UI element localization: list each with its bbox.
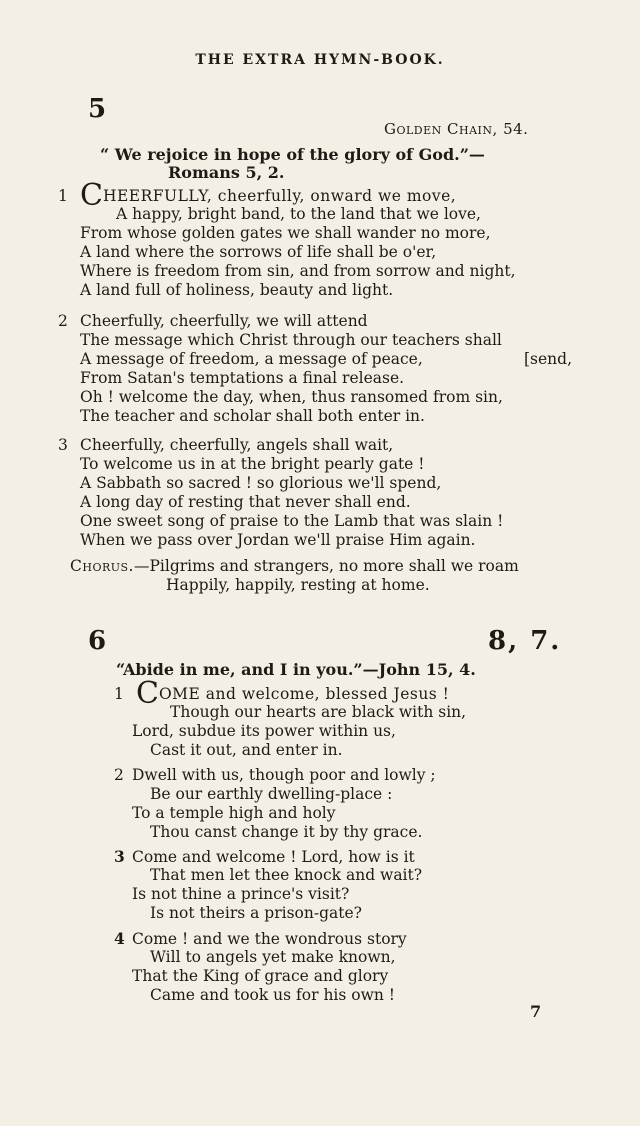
stanza-line: [114, 676, 466, 711]
stanza-number: 1: [114, 685, 124, 703]
stanza-line: Will to angels yet make known,: [150, 948, 396, 966]
stanza-line: Cast it out, and enter in.: [150, 741, 343, 759]
stanza-number: 3: [58, 436, 68, 454]
chorus-line-2: Happily, happily, resting at home.: [166, 576, 430, 594]
stanza-line: To welcome us in at the bright pearly gate !: [80, 455, 425, 473]
stanza-line: Oh ! welcome the day, when, thus ransomed from sin,: [80, 388, 503, 406]
stanza-line: That men let thee knock and wait?: [150, 866, 423, 884]
stanza-first-line: Come and welcome ! Lord, how is it: [132, 848, 415, 866]
hymn-5-chorus: [70, 556, 519, 594]
stanza-line: From whose golden gates we shall wander no more,: [80, 224, 491, 242]
hymn-6-scripture: “Abide in me, and I in you.”—John 15, 4.: [116, 660, 476, 679]
chorus-line: [70, 556, 519, 575]
stanza-line: A land where the sorrows of life shall be o'er,: [80, 243, 437, 261]
stanza-first-line: HEERFULLY, cheerfully, onward we move,: [102, 187, 457, 205]
stanza-first-line: Cheerfully, cheerfully, angels shall wait,: [80, 436, 394, 454]
stanza-carry-over: [send,: [524, 350, 573, 368]
stanza-line: Be our earthly dwelling-place :: [150, 785, 393, 803]
stanza-number: 1: [58, 187, 68, 205]
stanza-line: [114, 929, 407, 948]
hymn-5-scripture-line-1: “ We rejoice in hope of the glory of God.”—: [100, 145, 485, 164]
stanza-line: [58, 178, 516, 213]
hymn-6-meter: 8, 7.: [488, 626, 562, 656]
stanza-line: A happy, bright band, to the land that we love,: [116, 205, 481, 223]
stanza-first-line: Cheerfully, cheerfully, we will attend: [80, 312, 368, 330]
drop-cap: C: [136, 676, 159, 711]
stanza-line: The teacher and scholar shall both enter in.: [80, 407, 425, 425]
stanza-line: A Sabbath so sacred ! so glorious we'll spend,: [80, 474, 442, 492]
stanza-line: Though our hearts are black with sin,: [170, 703, 467, 721]
stanza-line: [58, 350, 573, 369]
stanza-line: A land full of holiness, beauty and light.: [80, 281, 394, 299]
hymn-6-number: 6: [88, 626, 107, 656]
page-number: 7: [530, 1002, 542, 1021]
stanza-number: 3: [114, 847, 125, 866]
drop-cap: C: [80, 178, 103, 213]
stanza-line: That the King of grace and glory: [132, 967, 389, 985]
stanza-line: One sweet song of praise to the Lamb that was slain !: [80, 512, 504, 530]
running-title: THE EXTRA HYMN-BOOK.: [195, 52, 445, 68]
hymn-5-stanza-1: [58, 178, 516, 300]
stanza-line: [114, 766, 436, 785]
stanza-line: To a temple high and holy: [132, 804, 336, 822]
stanza-line: [58, 436, 503, 455]
stanza-line: A long day of resting that never shall end.: [80, 493, 411, 511]
hymn-5-scripture-line-2: Romans 5, 2.: [168, 163, 285, 182]
stanza-number: 2: [58, 312, 68, 330]
stanza-line: Is not theirs a prison-gate?: [150, 904, 362, 922]
stanza-line: When we pass over Jordan we'll praise Him again.: [80, 531, 476, 549]
stanza-line: Came and took us for his own !: [150, 986, 396, 1004]
hymn-6-stanza-2: [114, 766, 436, 842]
stanza-number: 4: [114, 929, 125, 948]
stanza-first-line: Dwell with us, though poor and lowly ;: [132, 766, 436, 784]
stanza-line: From Satan's temptations a final release.: [80, 369, 405, 387]
hymn-6-stanza-4: [114, 929, 407, 1005]
stanza-line: [114, 847, 422, 866]
stanza-line: [58, 312, 503, 331]
stanza-first-line: OME and welcome, blessed Jesus !: [158, 685, 450, 703]
stanza-line: The message which Christ through our teachers shall: [80, 331, 502, 349]
stanza-line: Where is freedom from sin, and from sorrow and night,: [80, 262, 516, 280]
stanza-line: Is not thine a prince's visit?: [132, 885, 350, 903]
chorus-label: Chorus.: [70, 557, 134, 575]
hymn-6-stanza-3: [114, 847, 422, 923]
stanza-number: 2: [114, 766, 124, 784]
stanza-line-text: A message of freedom, a message of peace,: [80, 350, 423, 368]
stanza-first-line: Come ! and we the wondrous story: [132, 930, 407, 948]
chorus-line-1: —Pilgrims and strangers, no more shall we roam: [134, 557, 519, 575]
stanza-line: Thou canst change it by thy grace.: [150, 823, 423, 841]
hymn-5-stanza-2: [58, 312, 573, 426]
hymn-5-number: 5: [88, 94, 107, 124]
stanza-line: Lord, subdue its power within us,: [132, 722, 396, 740]
hymn-6-stanza-1: [114, 676, 467, 760]
hymn-5-stanza-3: [58, 436, 503, 550]
hymn-5-tune: Golden Chain, 54.: [384, 120, 529, 138]
